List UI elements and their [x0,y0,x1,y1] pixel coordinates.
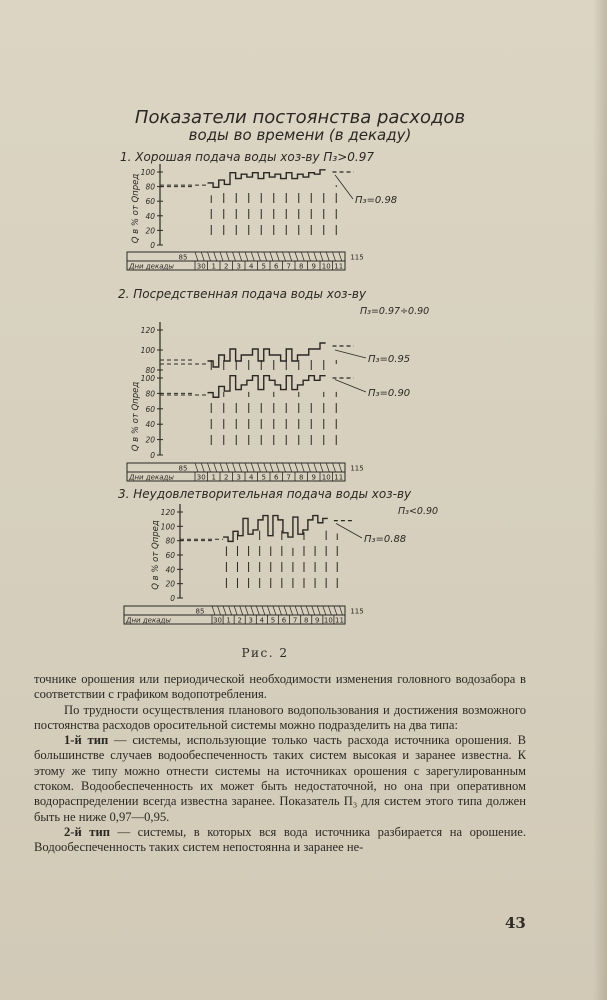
chart-2-table-right-value: 115 [350,607,364,616]
chart-2-day-4: 4 [259,616,265,625]
chart-0-day-8: 8 [299,262,304,271]
chart-1-table-hatch-21 [326,463,329,472]
chart-0-day-9: 9 [311,262,316,271]
chart-0-day-0: 30 [196,262,206,271]
chart-2-table-hatch-9 [262,606,265,615]
chart-2-table-hatch-16 [301,606,304,615]
chart-1-day-10: 10 [321,473,331,482]
chart-1-day-0: 30 [196,473,206,482]
chart-2-table-hatch-12 [279,606,282,615]
chart-3-tick-label-5: 100 [160,522,175,532]
chart-2-annotation-leader [336,523,362,538]
chart-0-table-hatch-19 [314,252,317,261]
chart-1-table-hatch-2 [208,463,211,472]
chart-0-tick-label-2: 40 [145,211,155,221]
chart-3-y-label: Q в % от Qпред [151,520,161,590]
chart-0-annotation-leader [335,175,353,199]
figure-title-line-1: Показатели постоянства расходов [134,107,466,128]
chart-1-annotation-upper-leader [335,350,366,358]
chart-3-tick-label-0: 0 [170,594,175,603]
chart-1-heading: 2. Посредственная подача воды хоз-ву [118,287,367,301]
chart-0-tick-label-5: 100 [140,168,155,177]
chart-1-table-hatch-14 [283,463,286,472]
chart-2-table-hatch-20 [323,606,326,615]
chart-2-table-hatch-18 [312,606,315,615]
type-1-label: 1-й тип [64,733,109,748]
chart-0-table-hatch-11 [264,252,267,261]
chart-1-table-hatch-15 [289,463,292,472]
chart-1-days-label: Дни декады [129,473,174,482]
chart-2-table-hatch-4 [234,606,237,615]
chart-0-table-hatch-2 [208,252,211,261]
chart-0-table-hatch-5 [226,252,229,261]
chart-2-day-8: 8 [303,616,309,625]
chart-2-table-hatch-17 [306,606,309,615]
chart-2-table-left-value: 85 [195,607,205,616]
chart-1-annotation-lower-leader [335,380,366,392]
chart-0-day-2: 2 [224,262,229,271]
chart-1-table-hatch-4 [220,463,223,472]
chart-0-table-hatch-6 [233,252,236,261]
chart-1-tick-label-2: 120 [140,326,155,335]
chart-2-table-hatch-6 [245,606,248,615]
chart-1-table-hatch-18 [308,463,311,472]
chart-0-day-1: 1 [211,262,216,271]
chart-1-table-hatch-16 [295,463,298,472]
chart-0-table-hatch-8 [245,252,248,261]
chart-0-tick-label-1: 20 [145,226,155,236]
type-1-text: — системы, использующие только часть расхода источника орошения. В большинстве случаев водообеспеченность таких систем высокая и заранее известна. К этому же типу можно отнести системы на источниках орошения с зарегулированным стоком. Водообеспеченность их может быть недостаточной, но она при оперативном водораспределении всегда известна заранее. Показатель П₃ для систем этого типа должен быть не ниже 0,97—0,95. [34,733,526,824]
chart-0-table-hatch-12 [270,252,273,261]
chart-0-day-11: 11 [334,262,344,271]
paragraph-2: По трудности осуществления планового водопользования и достижения возможного постоянства расходов оросительной системы можно подразделить на два типа: [34,702,526,732]
chart-1-table-left-value: 85 [178,464,188,473]
chart-2-table-hatch-14 [290,606,293,615]
chart-2-table-hatch-23 [339,606,342,615]
chart-3-tick-label-1: 20 [165,579,175,589]
chart-1-table-hatch-8 [245,463,248,472]
chart-0-table-hatch-16 [295,252,298,261]
chart-0-days-label: Дни декады [129,262,174,271]
chart-1-day-8: 8 [299,473,304,482]
chart-1-table-hatch-17 [301,463,304,472]
chart-2-table-hatch-21 [328,606,331,615]
chart-0-table-hatch-23 [339,252,342,261]
chart-2-day-6: 6 [281,616,287,625]
chart-2-table-hatch-2 [223,606,226,615]
chart-1-table-hatch-7 [239,463,242,472]
chart-2-table-hatch-1 [218,606,221,615]
chart-0-table-hatch-0 [195,252,198,261]
chart-1-table-hatch-11 [264,463,267,472]
chart-2-tick-label-3: 60 [145,404,155,414]
chart-1-day-11: 11 [334,473,344,482]
chart-3-tick-label-6: 120 [160,508,175,517]
type-2-text: — системы, в которых вся вода источника разбирается на орошение. Водообеспеченность таких систем непостоянна и заранее не- [34,824,526,855]
chart-2-tick-label-1: 20 [145,435,155,445]
chart-1-table-hatch-10 [258,463,261,472]
chart-0-table-hatch-17 [301,252,304,261]
chart-2-tick-label-4: 80 [145,389,155,399]
chart-2-lower-step-line [208,376,326,398]
chart-2-annotation: П₃=0.88 [364,534,407,545]
chart-0-day-3: 3 [236,262,241,271]
chart-0-table-hatch-10 [258,252,261,261]
chart-0-y-label: Q в % от Qпред [131,173,141,244]
paragraph-type-1 [34,733,526,825]
chart-2-day-1: 1 [226,616,231,625]
chart-2-day-10: 10 [323,616,333,625]
chart-0-table-hatch-22 [333,252,336,261]
chart-0-tick-label-4: 80 [145,182,155,192]
chart-1-table-hatch-12 [270,463,273,472]
chart-2-table-hatch-3 [229,606,232,615]
chart-0-heading: 1. Хорошая подача воды хоз-ву П₃>0.97 [120,150,374,164]
chart-2-days-label: Дни декады [126,616,171,625]
chart-0-table-hatch-14 [283,252,286,261]
chart-1-annotation-lower: П₃=0.90 [368,388,411,399]
chart-1-table-hatch-9 [251,463,254,472]
chart-1-day-9: 9 [311,473,316,482]
chart-0-table-left-value: 85 [178,253,188,262]
figure-title-line-2: воды во времени (в декаду) [188,126,412,144]
chart-0-table-hatch-18 [308,252,311,261]
chart-3-tick-label-3: 60 [165,551,175,560]
chart-0-tick-label-0: 0 [150,241,155,250]
chart-0-day-4: 4 [249,262,254,271]
chart-3-tick-label-4: 80 [165,536,175,546]
chart-1-day-7: 7 [286,473,291,482]
chart-1-table-hatch-6 [233,463,236,472]
chart-3-main-step-line [223,516,328,542]
chart-0-table-hatch-20 [320,252,323,261]
chart-2-day-0: 30 [213,616,223,625]
paragraph-type-2 [34,825,526,856]
chart-2-table-hatch-7 [251,606,254,615]
chart-1-table-hatch-19 [314,463,317,472]
chart-0-table-hatch-1 [201,252,204,261]
chart-1-table-hatch-20 [320,463,323,472]
body-text [34,672,526,856]
chart-1-upper-step-line [208,343,326,367]
chart-0-table-hatch-7 [239,252,242,261]
chart-2-day-11: 11 [334,616,344,625]
chart-0-table-hatch-15 [289,252,292,261]
chart-0-tick-label-3: 60 [145,197,155,207]
chart-2-day-3: 3 [248,616,254,625]
chart-0-table-hatch-21 [326,252,329,261]
chart-2-tick-label-0: 0 [150,451,155,460]
chart-0-table-hatch-3 [214,252,217,261]
chart-0-table-hatch-13 [276,252,279,261]
chart-2-table-hatch-13 [284,606,287,615]
chart-1-table-hatch-5 [226,463,229,472]
chart-0-day-6: 6 [274,262,279,271]
chart-2-tick-label-2: 40 [145,420,155,430]
chart-1-day-2: 2 [224,473,229,482]
chart-2-condition: П₃<0.90 [398,506,439,517]
chart-1-table-hatch-13 [276,463,279,472]
chart-1-table-hatch-3 [214,463,217,472]
chart-2-table-hatch-10 [267,606,270,615]
chart-2-tick-label-5: 100 [140,374,155,383]
chart-1-day-4: 4 [249,473,254,482]
chart-0-table-hatch-4 [220,252,223,261]
chart-1-day-3: 3 [236,473,241,482]
chart-1-table-hatch-1 [201,463,204,472]
chart-1-table-hatch-22 [333,463,336,472]
chart-2-y-label: Q в % от Qпред [131,381,141,452]
chart-2-table-hatch-11 [273,606,276,615]
chart-0-table-right-value: 115 [350,253,364,262]
chart-1-table-hatch-23 [339,463,342,472]
chart-1-tick-label-0: 80 [145,366,155,375]
chart-0-day-5: 5 [261,262,266,271]
chart-2-table-hatch-8 [256,606,259,615]
chart-1-day-5: 5 [261,473,266,482]
chart-2-table-hatch-19 [317,606,320,615]
chart-1-annotation-upper: П₃=0.95 [368,354,411,365]
chart-1-condition: П₃=0.97÷0.90 [360,306,430,317]
chart-2-day-2: 2 [237,616,242,625]
chart-0-day-7: 7 [286,262,291,271]
chart-2-table-hatch-0 [212,606,215,615]
page-number: 43 [505,914,526,932]
paragraph-1: точнике орошения или периодической необходимости изменения головного водозабора в соответствии с графиком водопотребления. [34,672,526,702]
chart-2-table-hatch-5 [240,606,243,615]
chart-1-tick-label-1: 100 [140,346,155,355]
chart-2-day-9: 9 [315,616,320,625]
type-2-label: 2-й тип [64,824,110,839]
chart-0-annotation: П₃=0.98 [355,195,398,206]
chart-0-table-hatch-9 [251,252,254,261]
chart-1-table-right-value: 115 [350,464,364,473]
chart-2-table-hatch-15 [295,606,298,615]
chart-1-table-hatch-0 [195,463,198,472]
chart-3-tick-label-2: 40 [165,565,175,575]
chart-2-day-7: 7 [292,616,298,625]
chart-2-table-hatch-22 [334,606,337,615]
chart-0-day-10: 10 [321,262,331,271]
chart-2-heading: 3. Неудовлетворительная подача воды хоз-ву [118,487,412,501]
chart-1-day-6: 6 [274,473,279,482]
figure-caption: Рис. 2 [241,646,289,660]
chart-1-day-1: 1 [211,473,216,482]
chart-2-day-5: 5 [270,616,276,625]
chart-0-main-step-line [208,170,326,188]
